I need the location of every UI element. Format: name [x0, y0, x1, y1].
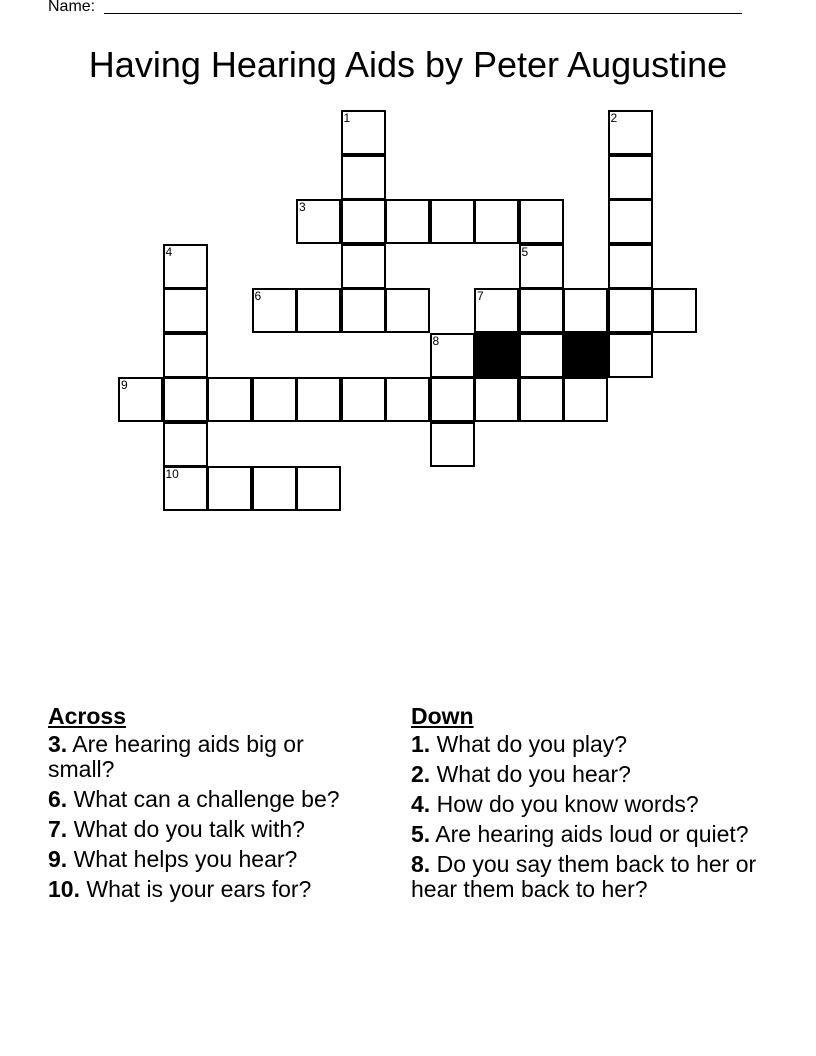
- down-clue: [411, 762, 771, 787]
- grid-cell[interactable]: [519, 377, 564, 422]
- across-clue: [48, 787, 368, 812]
- grid-cell[interactable]: [207, 466, 252, 511]
- grid-cell[interactable]: [252, 377, 297, 422]
- cell-number: 9: [121, 378, 128, 392]
- grid-cell[interactable]: [563, 377, 608, 422]
- grid-cell[interactable]: [474, 199, 519, 244]
- grid-cell[interactable]: [608, 288, 653, 333]
- grid-cell[interactable]: [474, 377, 519, 422]
- grid-cell[interactable]: [341, 288, 386, 333]
- grid-cell[interactable]: [296, 377, 341, 422]
- grid-cell[interactable]: [296, 288, 341, 333]
- black-cell: [474, 333, 519, 378]
- puzzle-title: Having Hearing Aids by Peter Augustine: [88, 44, 728, 85]
- across-clue: [48, 732, 368, 782]
- clue-text: Are hearing aids big or small?: [48, 731, 304, 782]
- clue-text: How do you know words?: [430, 791, 699, 817]
- grid-cell[interactable]: [385, 377, 430, 422]
- name-field[interactable]: [48, 0, 742, 16]
- cell-number: 2: [610, 111, 618, 125]
- name-label: Name:: [48, 0, 96, 15]
- clue-number: 4.: [411, 791, 431, 817]
- clue-number: 2.: [411, 761, 431, 787]
- down-clue: [411, 852, 771, 902]
- cell-number: 8: [432, 333, 440, 348]
- grid-cell[interactable]: [341, 110, 386, 155]
- grid-cell[interactable]: [385, 288, 430, 333]
- clue-text: What is your ears for?: [79, 876, 312, 902]
- grid-cell[interactable]: [563, 288, 608, 333]
- clue-number: 8.: [411, 851, 431, 877]
- down-clue: [411, 792, 771, 817]
- grid-cell[interactable]: [608, 155, 653, 200]
- cell-number: 10: [165, 467, 179, 481]
- grid-cell[interactable]: [608, 199, 653, 244]
- black-cell: [563, 333, 608, 378]
- down-heading: Down: [411, 703, 474, 729]
- grid-cell[interactable]: [163, 244, 208, 289]
- grid-cell[interactable]: [430, 333, 475, 378]
- clue-text: Are hearing aids loud or quiet?: [430, 821, 749, 847]
- grid-cell[interactable]: [341, 244, 386, 289]
- clue-number: 3.: [48, 731, 68, 757]
- down-clue: [411, 822, 771, 847]
- grid-cell[interactable]: [519, 244, 564, 289]
- clue-number: 6.: [48, 786, 68, 812]
- grid-cell[interactable]: [430, 422, 475, 467]
- grid-cell[interactable]: [519, 333, 564, 378]
- grid-cell[interactable]: [118, 377, 163, 422]
- cell-number: 3: [299, 200, 306, 214]
- grid-cell[interactable]: [608, 333, 653, 378]
- grid-cell[interactable]: [608, 110, 653, 155]
- grid-cell[interactable]: [474, 288, 519, 333]
- grid-cell[interactable]: [430, 377, 475, 422]
- name-underline[interactable]: [104, 13, 742, 14]
- cell-number: 6: [254, 289, 262, 303]
- clue-text: What helps you hear?: [67, 846, 298, 872]
- clue-text: Do you say them back to her or hear them back to her?: [411, 851, 757, 902]
- cell-number: 4: [165, 244, 173, 259]
- grid-cell[interactable]: [296, 466, 341, 511]
- clue-text: What do you play?: [430, 731, 628, 757]
- grid-cell[interactable]: [252, 466, 297, 511]
- grid-cell[interactable]: [296, 199, 341, 244]
- down-clue: [411, 732, 771, 757]
- grid-cell[interactable]: [430, 199, 475, 244]
- down-clues: [411, 702, 771, 907]
- cell-number: 5: [521, 244, 529, 259]
- grid-cell[interactable]: [163, 333, 208, 378]
- across-heading: Across: [48, 703, 126, 729]
- grid-cell[interactable]: [163, 288, 208, 333]
- clue-number: 5.: [411, 821, 431, 847]
- across-clue: [48, 877, 368, 902]
- grid-cell[interactable]: [385, 199, 430, 244]
- clue-text: What do you talk with?: [67, 816, 305, 842]
- grid-cell[interactable]: [519, 288, 564, 333]
- clue-text: What do you hear?: [430, 761, 631, 787]
- across-clue: [48, 817, 368, 842]
- grid-cell[interactable]: [252, 288, 297, 333]
- across-clue: [48, 847, 368, 872]
- grid-cell[interactable]: [341, 377, 386, 422]
- clue-text: What can a challenge be?: [67, 786, 340, 812]
- cell-number: 7: [477, 289, 484, 303]
- across-clues: [48, 702, 368, 907]
- grid-cell[interactable]: [608, 244, 653, 289]
- grid-cell[interactable]: [163, 422, 208, 467]
- grid-cell[interactable]: [163, 466, 208, 511]
- grid-cell[interactable]: [207, 377, 252, 422]
- grid-cell[interactable]: [652, 288, 697, 333]
- clue-number: 7.: [48, 816, 68, 842]
- clue-number: 10.: [48, 876, 80, 902]
- crossword-grid: [118, 110, 700, 514]
- grid-cell[interactable]: [341, 199, 386, 244]
- grid-cell[interactable]: [341, 155, 386, 200]
- clue-number: 9.: [48, 846, 68, 872]
- clue-number: 1.: [411, 731, 431, 757]
- grid-cell[interactable]: [519, 199, 564, 244]
- cell-number: 1: [343, 111, 351, 125]
- grid-cell[interactable]: [163, 377, 208, 422]
